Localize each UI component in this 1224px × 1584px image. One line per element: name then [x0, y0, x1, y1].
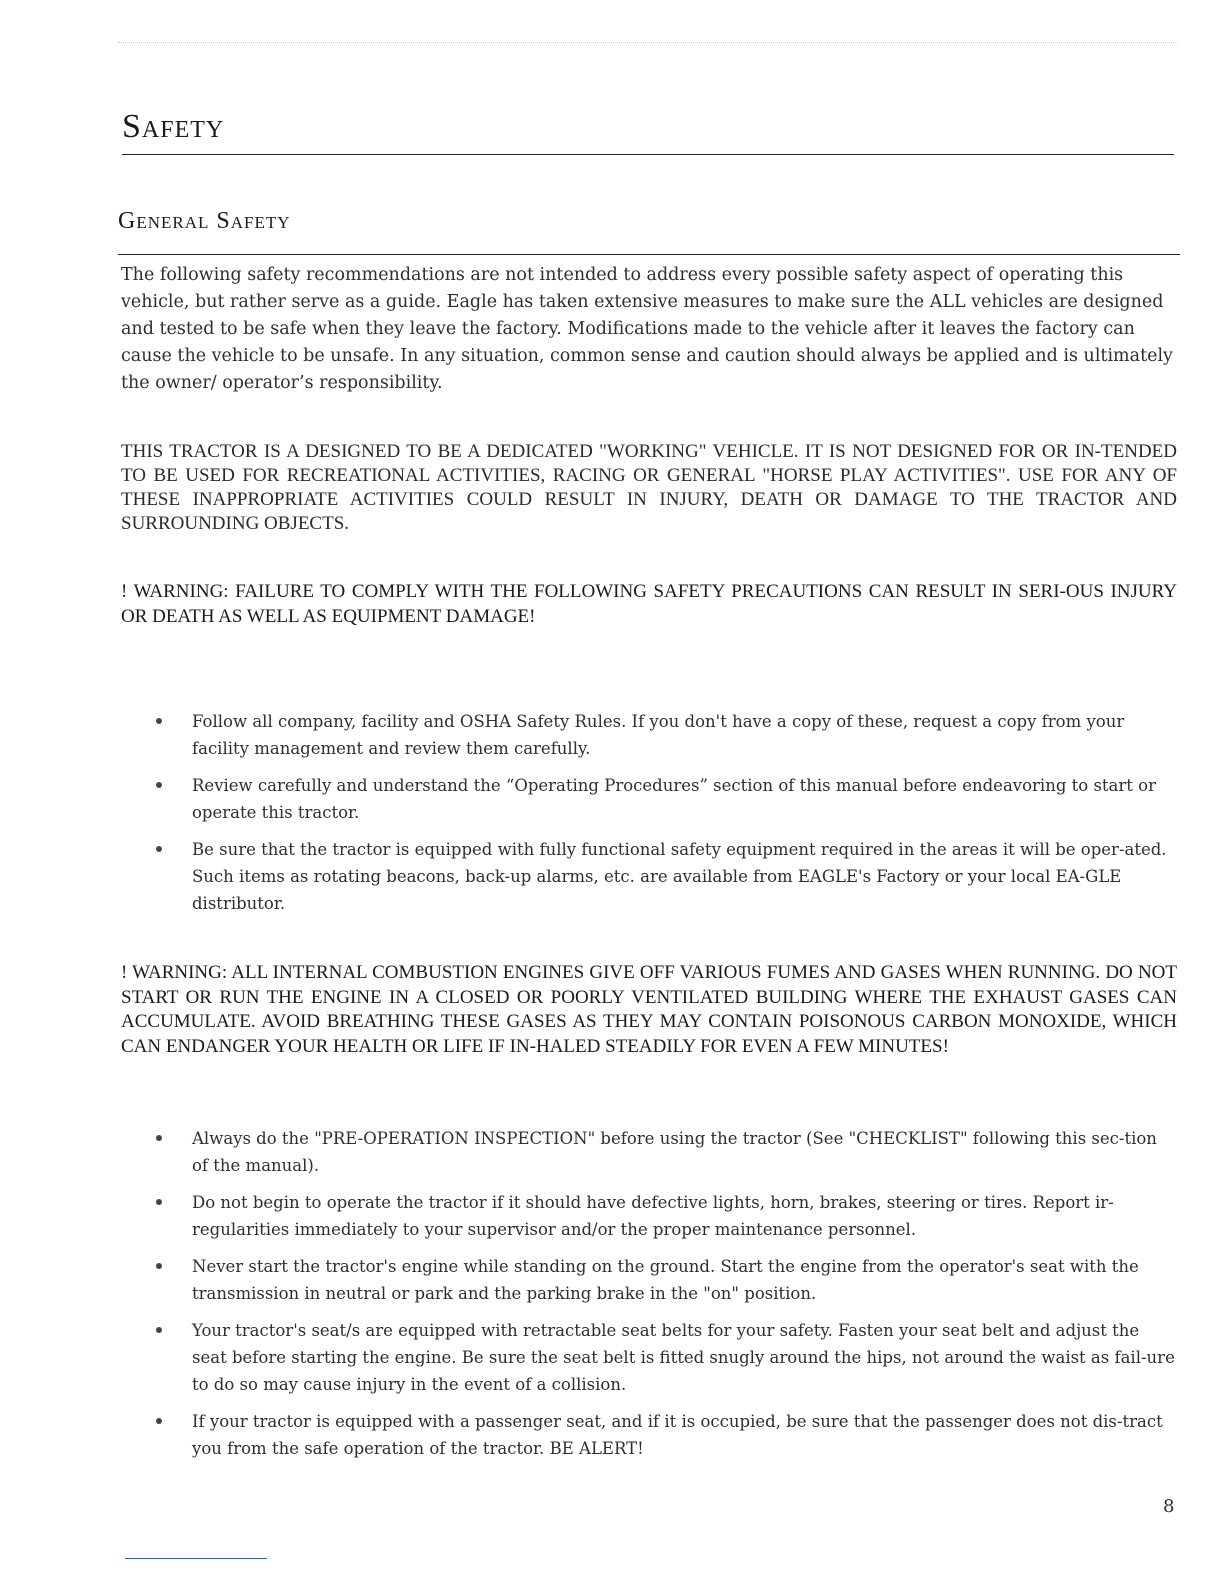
- list-item-text: Be sure that the tractor is equipped with fully functional safety equipment required in the areas it will be oper-ated. Such items as rotating beacons, back-up alarms, etc. are available from EAGLE's Factory or your local EA-GLE distributor.: [192, 840, 1167, 913]
- intro-paragraph: The following safety recommendations are not intended to address every possible safety aspect of operating this vehicle, but rather serve as a guide. Eagle has taken extensive measures to make sure the ALL vehicles are designed and tested to be safe when they leave the factory. Modifications made to the vehicle after it leaves the factory can cause the vehicle to be unsafe. In any situation, common sense and caution should always be applied and is ultimately the owner/ operator’s responsibility.: [121, 265, 1173, 393]
- bullet-icon: [156, 1199, 162, 1205]
- bullet-icon: [156, 718, 162, 724]
- list-item: [152, 772, 1177, 826]
- bullet-icon: [156, 782, 162, 788]
- bullet-icon: [156, 1418, 162, 1424]
- bullet-icon: [156, 1135, 162, 1141]
- page-number: 8: [1163, 1496, 1175, 1517]
- list-item: [152, 708, 1177, 762]
- list-item: [152, 1125, 1177, 1179]
- section-rule: [118, 254, 1180, 255]
- title-rule: [122, 154, 1174, 155]
- list-item: [152, 836, 1177, 917]
- list-item-text: Never start the tractor's engine while standing on the ground. Start the engine from the operator's seat with the transmission in neutral or park and the parking brake in the "on" position.: [192, 1257, 1139, 1303]
- list-item: [152, 1408, 1177, 1462]
- dedicated-vehicle-notice: THIS TRACTOR IS A DESIGNED TO BE A DEDICATED "WORKING" VEHICLE. IT IS NOT DESIGNED FOR OR IN-TENDED TO BE USED FOR RECREATIONAL ACTIVITIES, RACING OR GENERAL "HORSE PLAY ACTIVITIES". USE FOR ANY OF THESE INAPPROPRIATE ACTIVITIES COULD RESULT IN INJURY, DEATH OR DAMAGE TO THE TRACTOR AND SURROUNDING OBJECTS.: [121, 441, 1177, 534]
- list-item-text: Always do the "PRE-OPERATION INSPECTION" before using the tractor (See "CHECKLIST" following this sec-tion of the manual).: [192, 1129, 1157, 1175]
- list-item: [152, 1317, 1177, 1398]
- operation-rules-list: [152, 1125, 1177, 1462]
- list-item-text: Do not begin to operate the tractor if it should have defective lights, horn, brakes, steering or tires. Report ir-regularities immediately to your supervisor and/or the proper maintenance personnel.: [192, 1193, 1114, 1239]
- warning-safety-precautions: ! WARNING: FAILURE TO COMPLY WITH THE FOLLOWING SAFETY PRECAUTIONS CAN RESULT IN SERI-OUS INJURY OR DEATH AS WELL AS EQUIPMENT DAMAGE!: [121, 581, 1177, 627]
- bullet-icon: [156, 1263, 162, 1269]
- list-item-text: Follow all company, facility and OSHA Safety Rules. If you don't have a copy of these, request a copy from your facility management and review them carefully.: [192, 712, 1125, 758]
- section-title: General Safety: [118, 208, 291, 234]
- bullet-icon: [156, 846, 162, 852]
- list-item-text: Review carefully and understand the “Operating Procedures” section of this manual before endeavoring to start or operate this tractor.: [192, 776, 1156, 822]
- page-title: Safety: [122, 108, 225, 145]
- bullet-icon: [156, 1327, 162, 1333]
- list-item: [152, 1253, 1177, 1307]
- list-item: [152, 1189, 1177, 1243]
- list-item-text: If your tractor is equipped with a passenger seat, and if it is occupied, be sure that the passenger does not dis-tract you from the safe operation of the tractor. BE ALERT!: [192, 1412, 1163, 1458]
- safety-rules-list: [152, 708, 1177, 917]
- warning-engine-fumes: ! WARNING: ALL INTERNAL COMBUSTION ENGINES GIVE OFF VARIOUS FUMES AND GASES WHEN RUNNING. DO NOT START OR RUN THE ENGINE IN A CLOSED OR POORLY VENTILATED BUILDING WHERE THE EXHAUST GASES CAN ACCUMULATE. AVOID BREATHING THESE GASES AS THEY MAY CONTAIN POISONOUS CARBON MONOXIDE, WHICH CAN ENDANGER YOUR HEALTH OR LIFE IF IN-HALED STEADILY FOR EVEN A FEW MINUTES!: [121, 962, 1177, 1057]
- footer-link-underline: [125, 1558, 267, 1559]
- list-item-text: Your tractor's seat/s are equipped with retractable seat belts for your safety. Fasten your seat belt and adjust the seat before starting the engine. Be sure the seat belt is fitted snugly around the hips, not around the waist as fail-ure to do so may cause injury in the event of a collision.: [192, 1321, 1175, 1394]
- scan-artifact-line: [118, 42, 1178, 43]
